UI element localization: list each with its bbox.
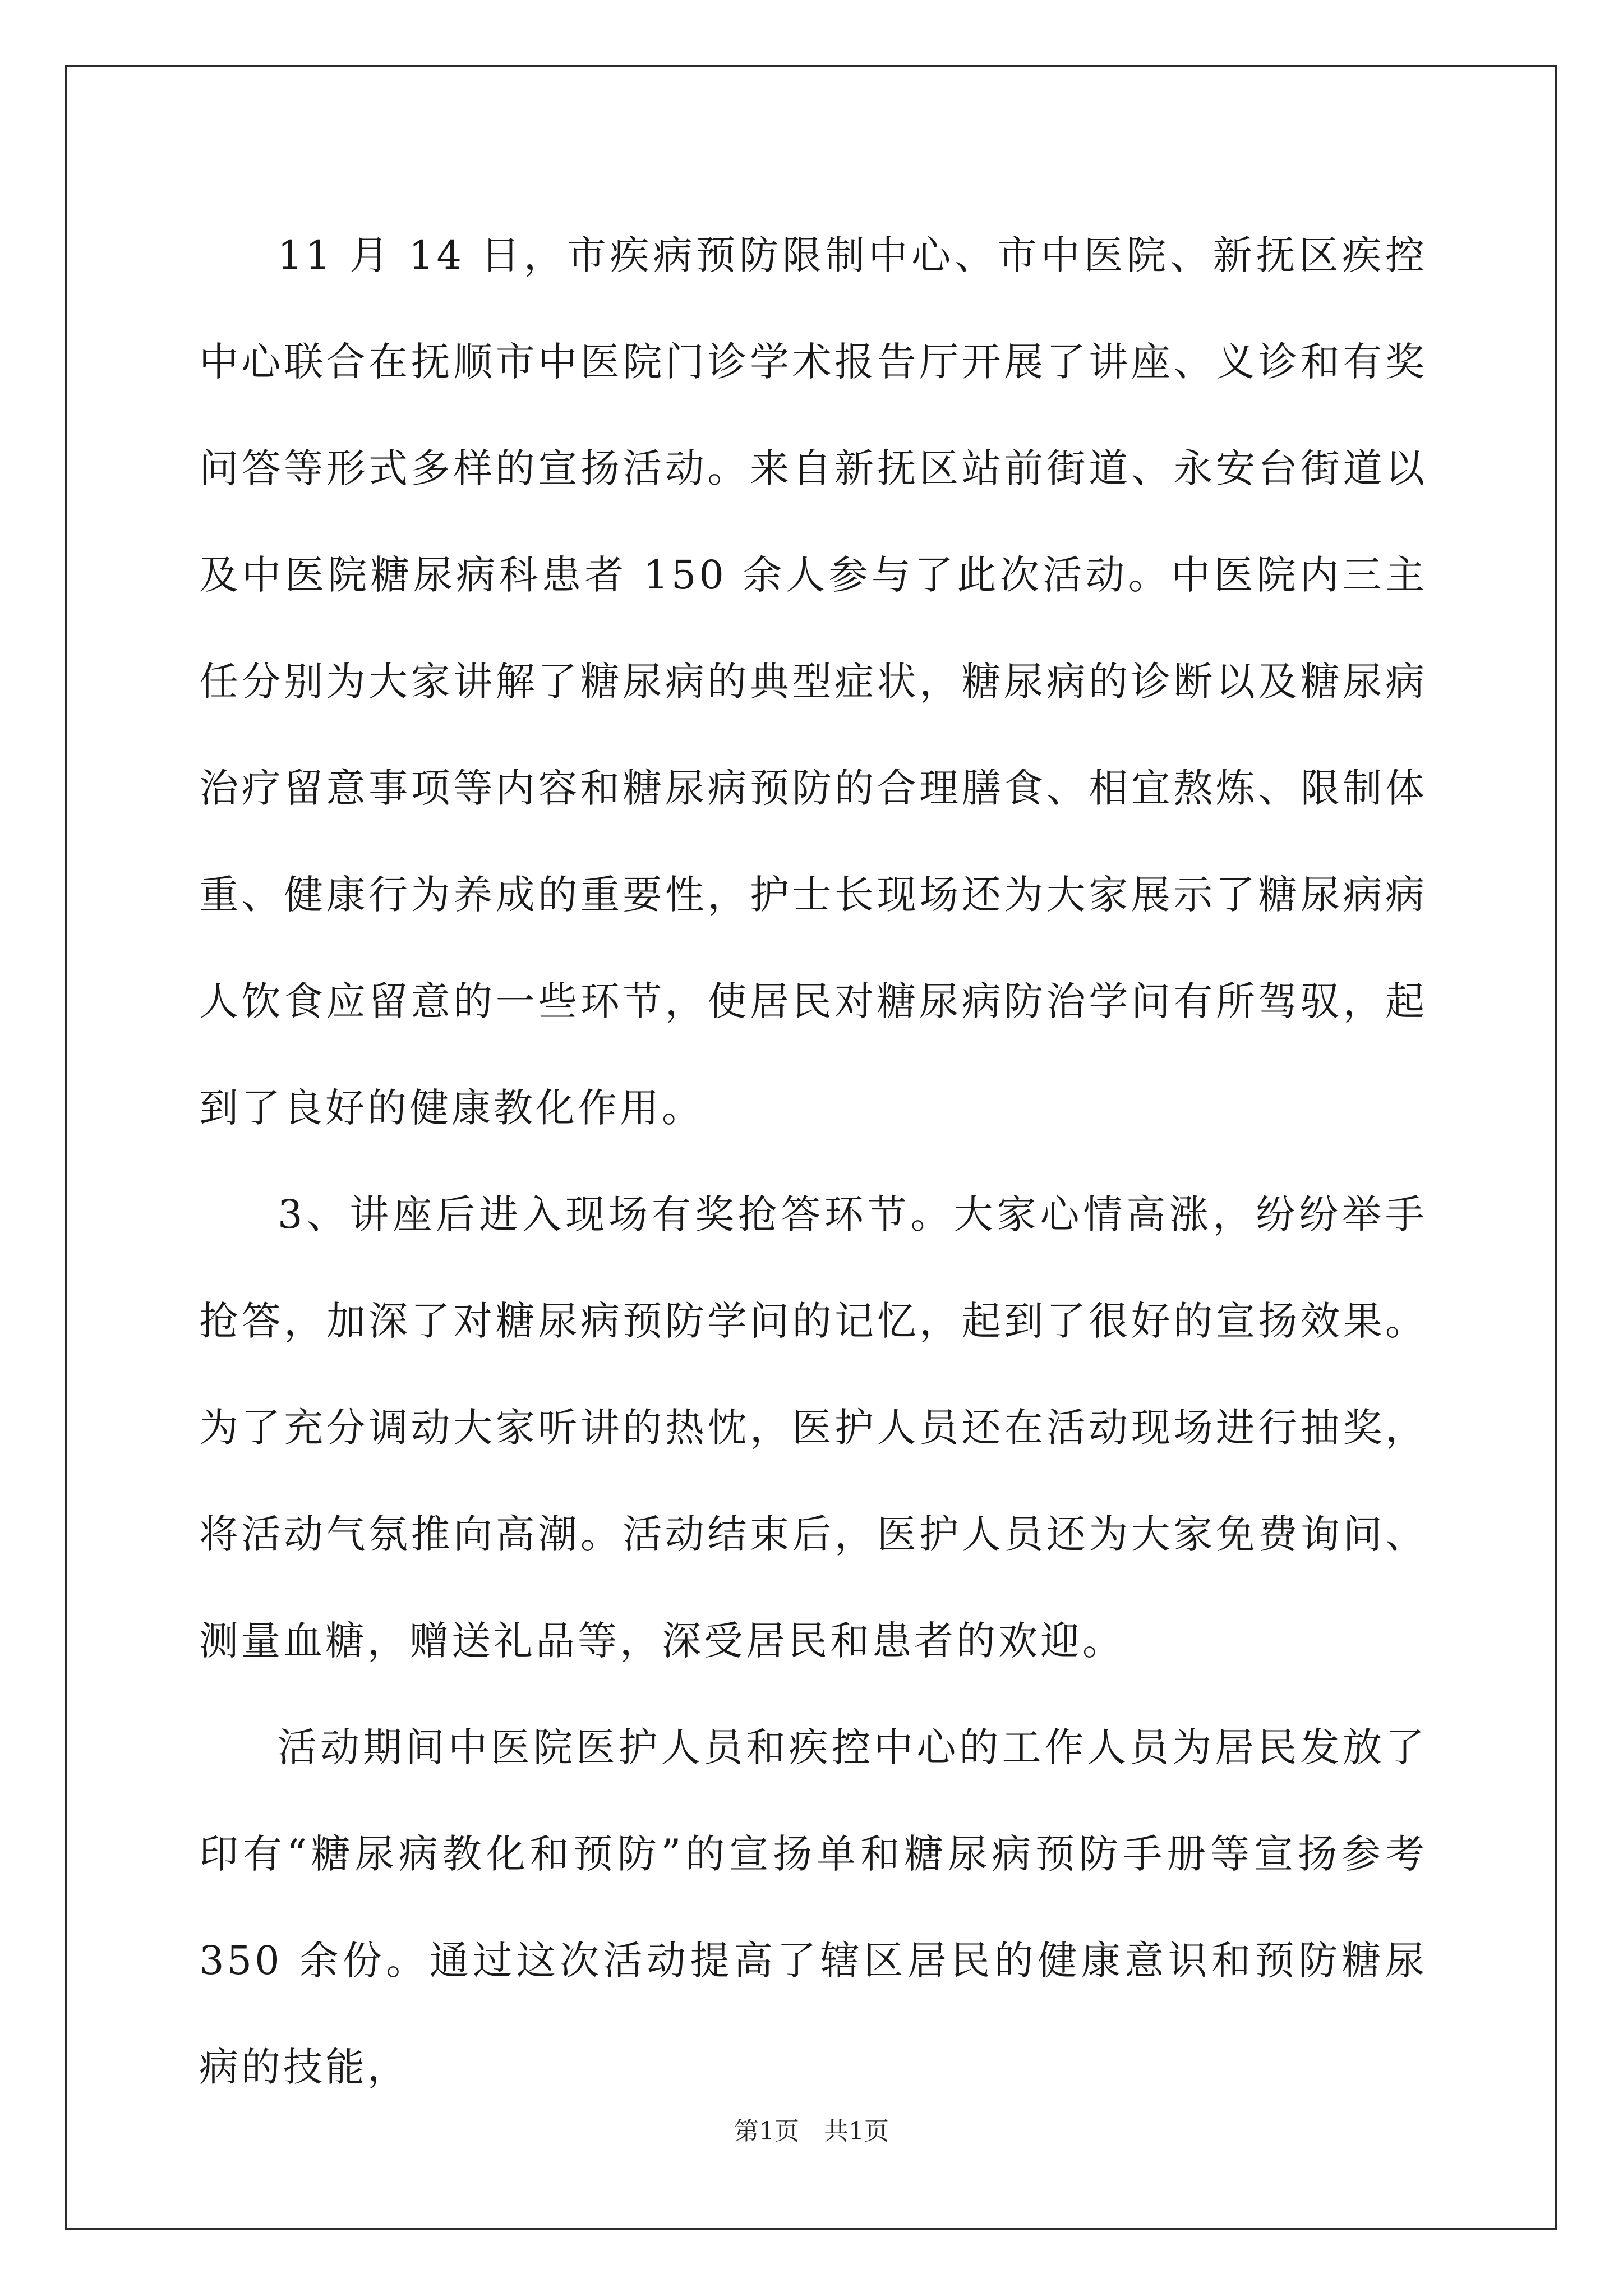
paragraph-materials-distribution: 活动期间中医院医护人员和疾控中心的工作人员为居民发放了印有“糖尿病教化和预防”的宣扬单和糖尿病预防手册等宣扬参考 350 余份。通过这次活动提高了辖区居民的健康意识和预防糖尿病的技能，	[199, 1724, 1427, 2090]
paragraph-quiz-session: 3、讲座后进入现场有奖抢答环节。大家心情高涨，纷纷举手抢答，加深了对糖尿病预防学问的记忆，起到了很好的宣扬效果。为了充分调动大家听讲的热忱，医护人员还在活动现场进行抽奖，将活动气氛推向高潮。活动结束后，医护人员还为大家免费询问、测量血糖，赠送礼品等，深受居民和患者的欢迎。	[199, 1191, 1427, 1664]
document-body	[199, 202, 1427, 2120]
paragraph-event-summary: 11 月 14 日，市疾病预防限制中心、市中医院、新抚区疾控中心联合在抚顺市中医院门诊学术报告厅开展了讲座、义诊和有奖问答等形式多样的宣扬活动。来自新抚区站前街道、永安台街道以及中医院糖尿病科患者 150 余人参与了此次活动。中医院内三主任分别为大家讲解了糖尿病的典型症状，糖尿病的诊断以及糖尿病治疗留意事项等内容和糖尿病预防的合理膳食、相宜熬炼、限制体重、健康行为养成的重要性，护士长现场还为大家展示了糖尿病病人饮食应留意的一些环节，使居民对糖尿病防治学问有所驾驭，起到了良好的健康教化作用。	[199, 232, 1427, 1131]
page-footer	[0, 2115, 1623, 2148]
page-total: 共1页	[824, 2117, 889, 2146]
page-number: 第1页	[734, 2117, 799, 2146]
